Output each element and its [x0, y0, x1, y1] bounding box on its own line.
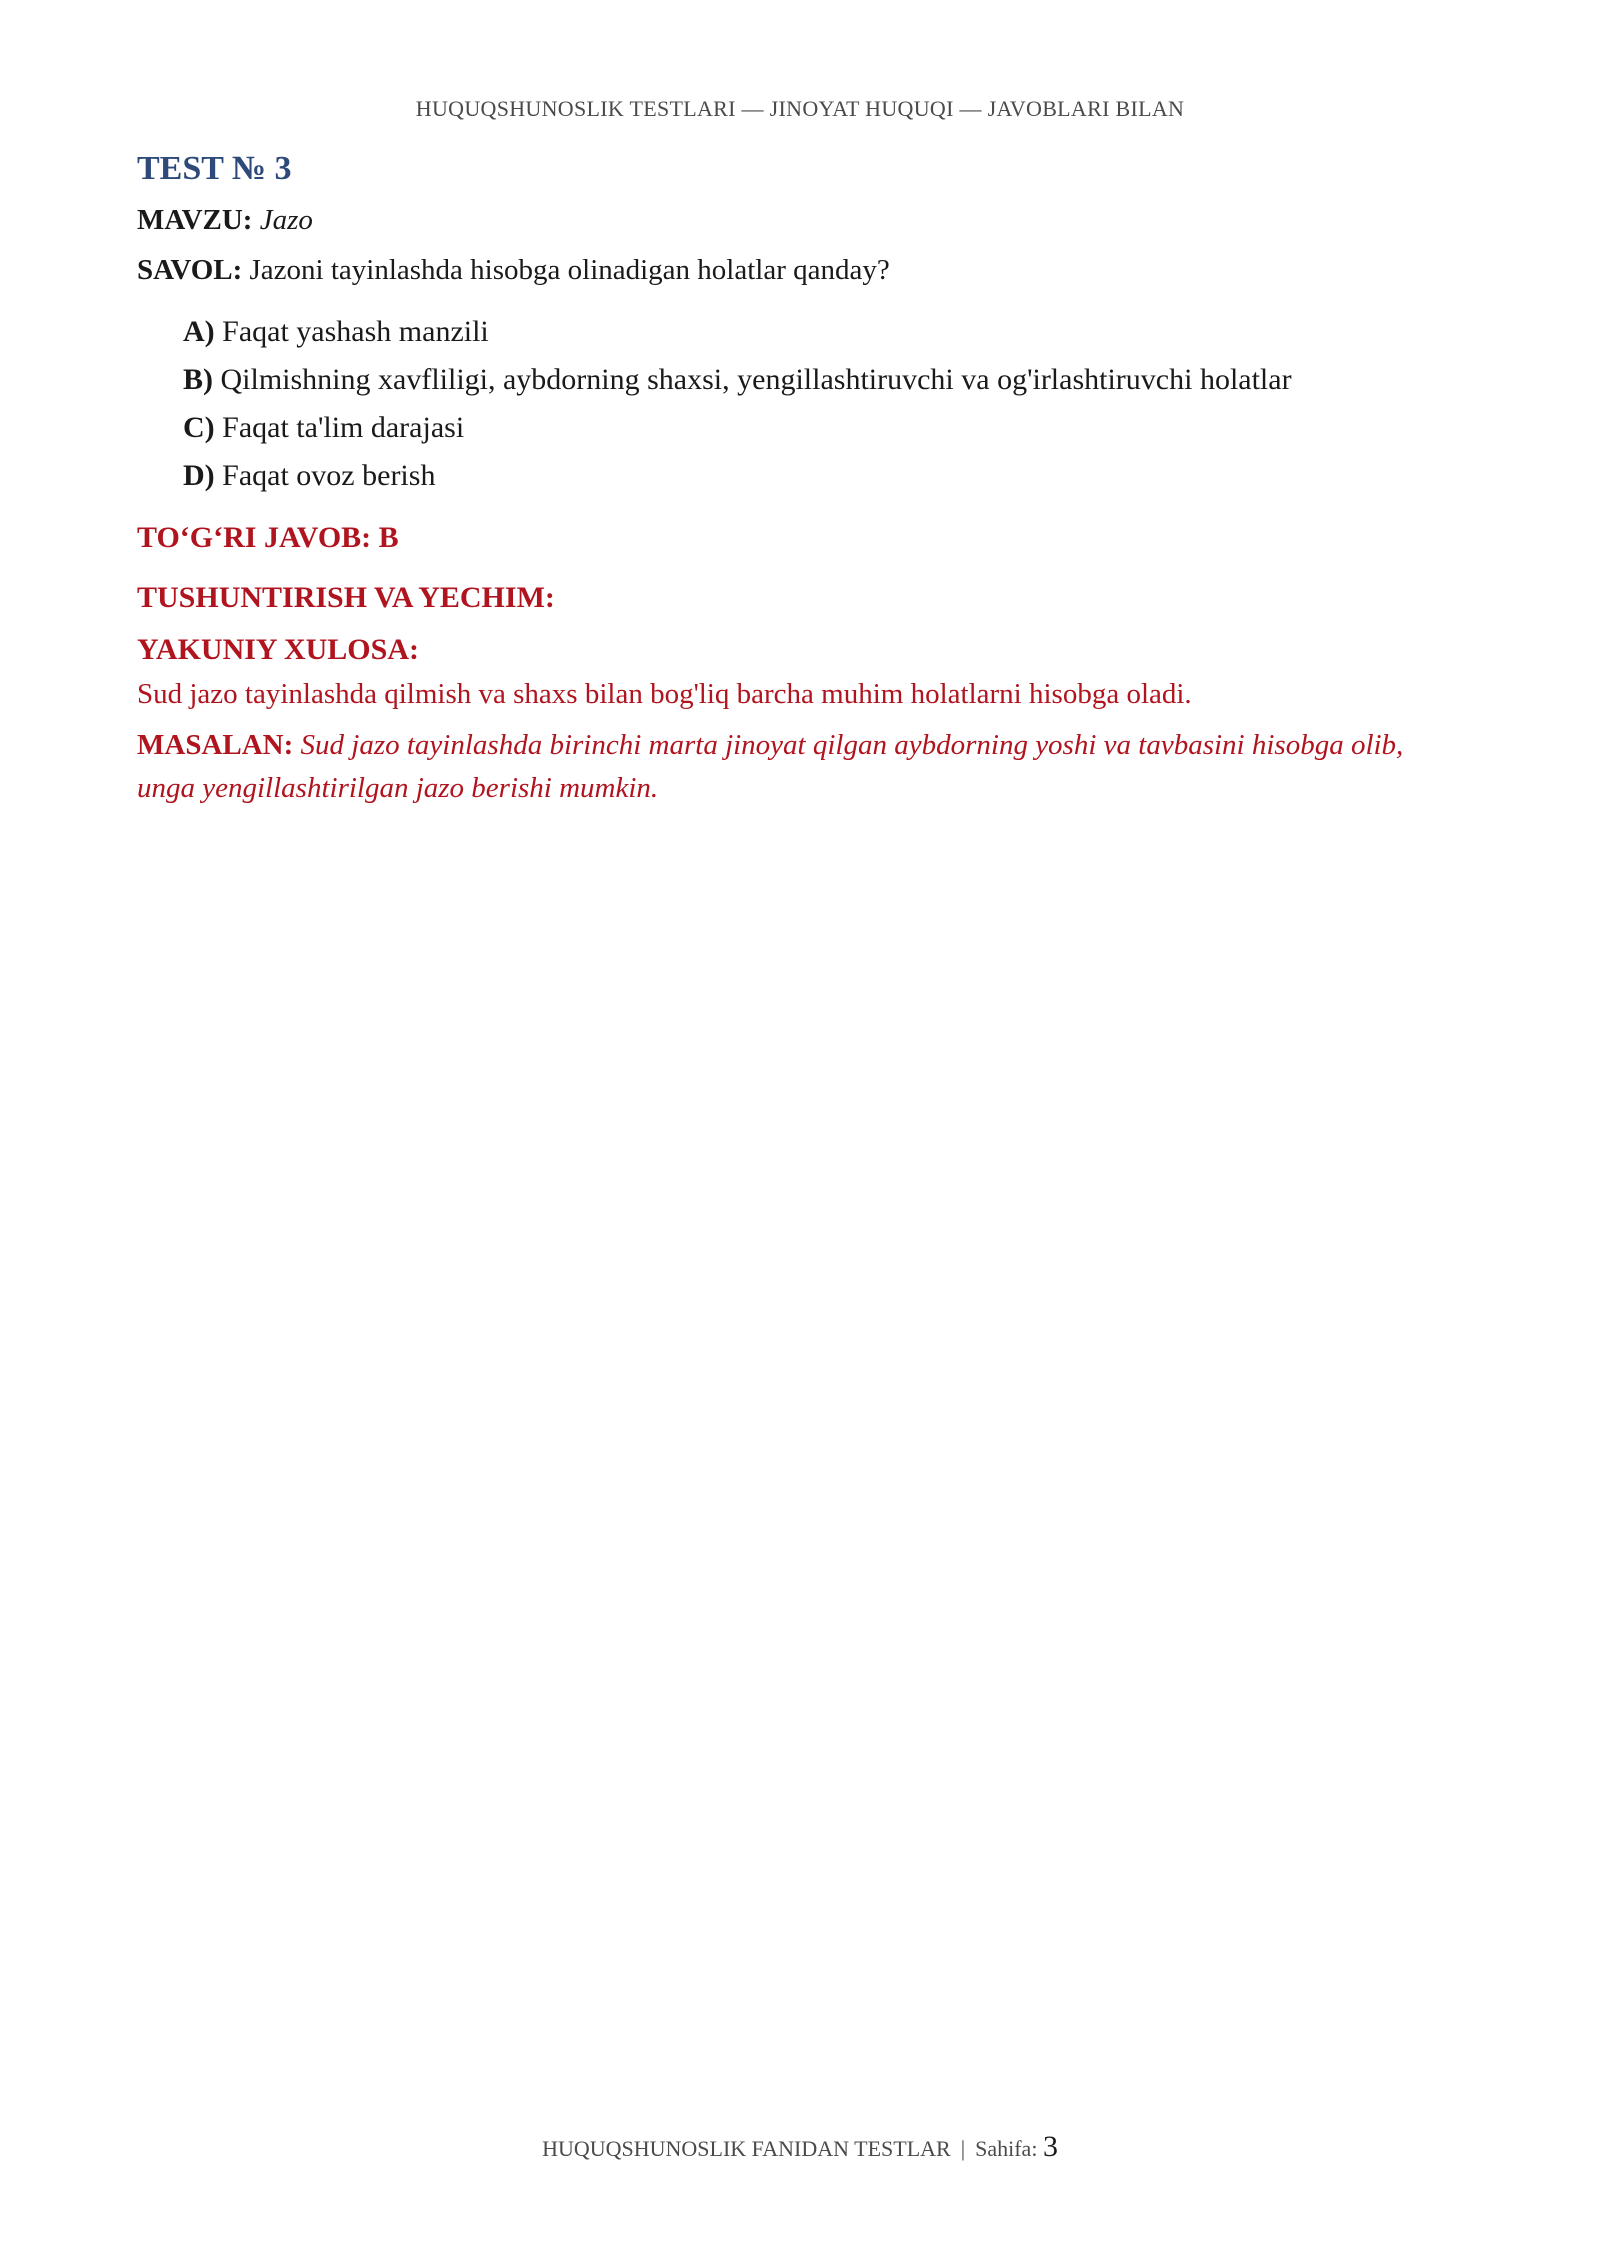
explanation-heading: TUSHUNTIRISH VA YECHIM: [137, 581, 555, 614]
example-label: MASALAN: [137, 729, 294, 761]
page-footer [0, 2130, 1600, 2164]
option-b [183, 356, 1467, 404]
topic-label: MAVZU: [137, 204, 253, 236]
footer-separator: | [960, 2136, 966, 2161]
topic-value: Jazo [259, 204, 313, 236]
option-d [183, 452, 1467, 500]
option-text: Faqat ovoz berish [222, 459, 436, 492]
question-line [137, 250, 1467, 290]
option-text: Faqat ta'lim darajasi [222, 411, 465, 444]
option-key: A) [183, 315, 215, 348]
conclusion-heading: YAKUNIY XULOSA: [137, 633, 419, 666]
conclusion-text: Sud jazo tayinlashda qilmish va shaxs bilan bog'liq barcha muhim holatlarni hisobga oladi. [137, 678, 1192, 710]
option-c [183, 404, 1467, 452]
test-content [137, 150, 1467, 810]
test-title: TEST № 3 [137, 150, 292, 187]
example-paragraph [137, 724, 1467, 810]
page-number: 3 [1042, 2130, 1058, 2163]
option-a [183, 308, 1467, 356]
page-header: HUQUQSHUNOSLIK TESTLARI — JINOYAT HUQUQI — JAVOBLARI BILAN [415, 96, 1185, 121]
option-text: Faqat yashash manzili [222, 315, 489, 348]
option-key: B) [183, 363, 213, 396]
option-key: C) [183, 411, 215, 444]
question-label: SAVOL: [137, 254, 243, 286]
footer-page-label: Sahifa: [975, 2136, 1038, 2161]
footer-text: HUQUQSHUNOSLIK FANIDAN TESTLAR [542, 2136, 951, 2161]
option-key: D) [183, 459, 215, 492]
example-text: Sud jazo tayinlashda birinchi marta jinoyat qilgan aybdorning yoshi va tavbasini hisobga olib, unga yengillashtirilgan jazo berishi mumkin. [137, 729, 1404, 804]
answer-options [183, 308, 1467, 500]
correct-answer: TO‘G‘RI JAVOB: B [137, 521, 399, 554]
option-text: Qilmishning xavfliligi, aybdorning shaxsi, yengillashtiruvchi va og'irlashtiruvchi holatlar [220, 363, 1292, 396]
topic-line [137, 200, 1467, 240]
question-text: Jazoni tayinlashda hisobga olinadigan holatlar qanday? [249, 254, 890, 286]
